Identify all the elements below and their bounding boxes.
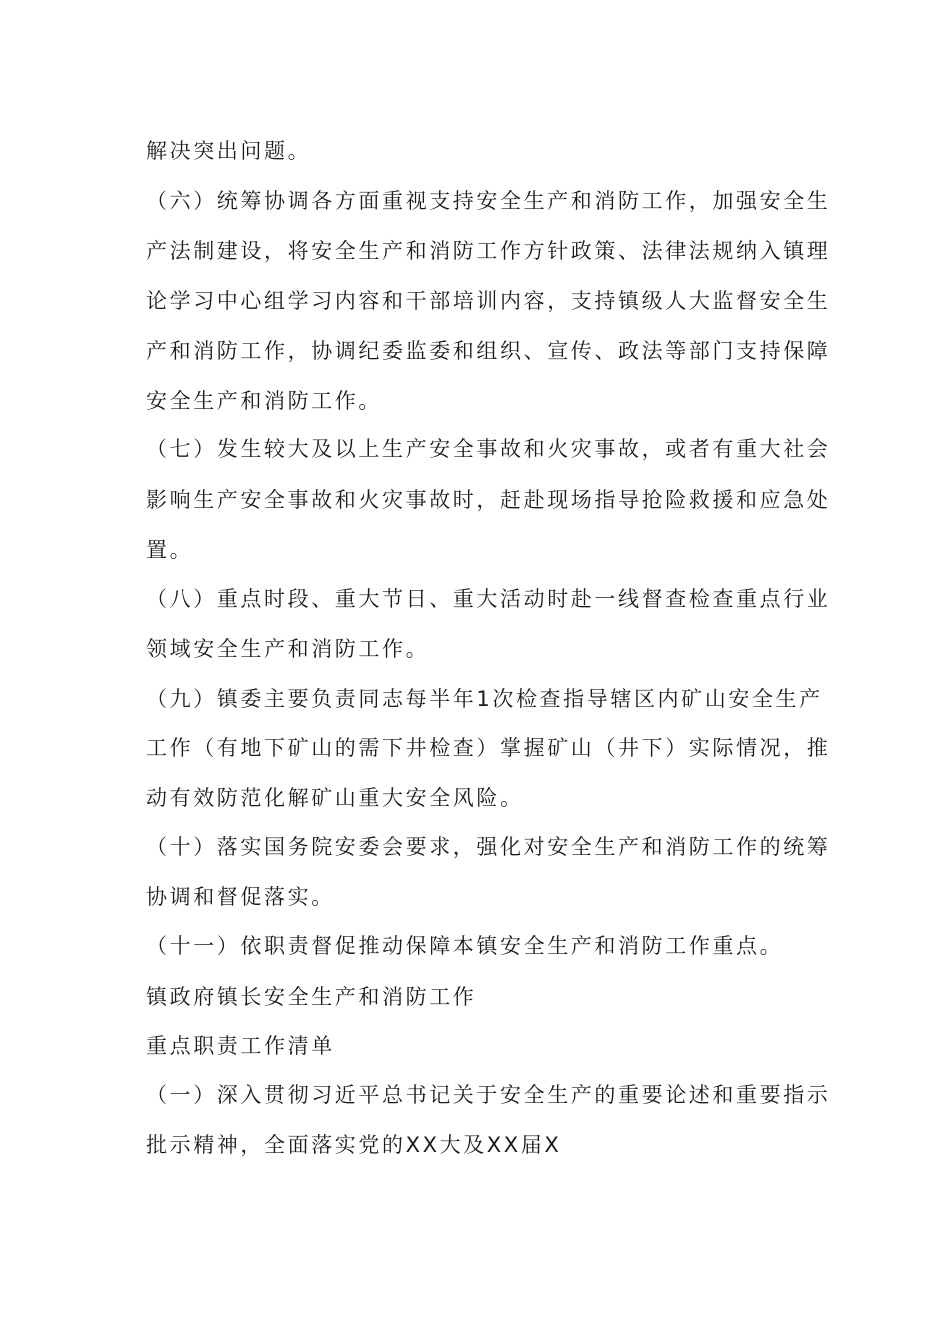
text-line: 解决突出问题。: [146, 139, 312, 163]
section-title-line: 重点职责工作清单: [146, 1034, 335, 1058]
text-line: （十一）依职责督促推动保障本镇安全生产和消防工作重点。: [146, 934, 784, 958]
text-line: 协调和督促落实。: [146, 885, 335, 909]
text-line: （九）镇委主要负责同志每半年1次检查指导辖区内矿山安全生产: [146, 687, 823, 711]
text-line: 论学习中心组学习内容和干部培训内容，支持镇级人大监督安全生: [146, 289, 831, 313]
text-line: （十）落实国务院安委会要求，强化对安全生产和消防工作的统筹: [146, 835, 831, 859]
text-line: 批示精神，全面落实党的XX大及XX届X: [146, 1133, 562, 1157]
text-line: 动有效防范化解矿山重大安全风险。: [146, 786, 524, 810]
text-line: 产和消防工作，协调纪委监委和组织、宣传、政法等部门支持保障: [146, 339, 831, 363]
text-line: （六）统筹协调各方面重视支持安全生产和消防工作，加强安全生: [146, 189, 831, 213]
text-line: 产法制建设，将安全生产和消防工作方针政策、法律法规纳入镇理: [146, 239, 831, 263]
text-line: （一）深入贯彻习近平总书记关于安全生产的重要论述和重要指示: [146, 1083, 831, 1107]
section-title-line: 镇政府镇长安全生产和消防工作: [146, 985, 477, 1009]
text-line: 置。: [146, 538, 194, 562]
text-line: 领域安全生产和消防工作。: [146, 637, 430, 661]
text-line: 影响生产安全事故和火灾事故时，赶赴现场指导抢险救援和应急处: [146, 488, 831, 512]
text-line: （八）重点时段、重大节日、重大活动时赴一线督查检查重点行业: [146, 587, 831, 611]
text-line: （七）发生较大及以上生产安全事故和火灾事故，或者有重大社会: [146, 437, 831, 461]
text-line: 工作（有地下矿山的需下井检查）掌握矿山（井下）实际情况，推: [146, 736, 831, 760]
text-line: 安全生产和消防工作。: [146, 389, 382, 413]
